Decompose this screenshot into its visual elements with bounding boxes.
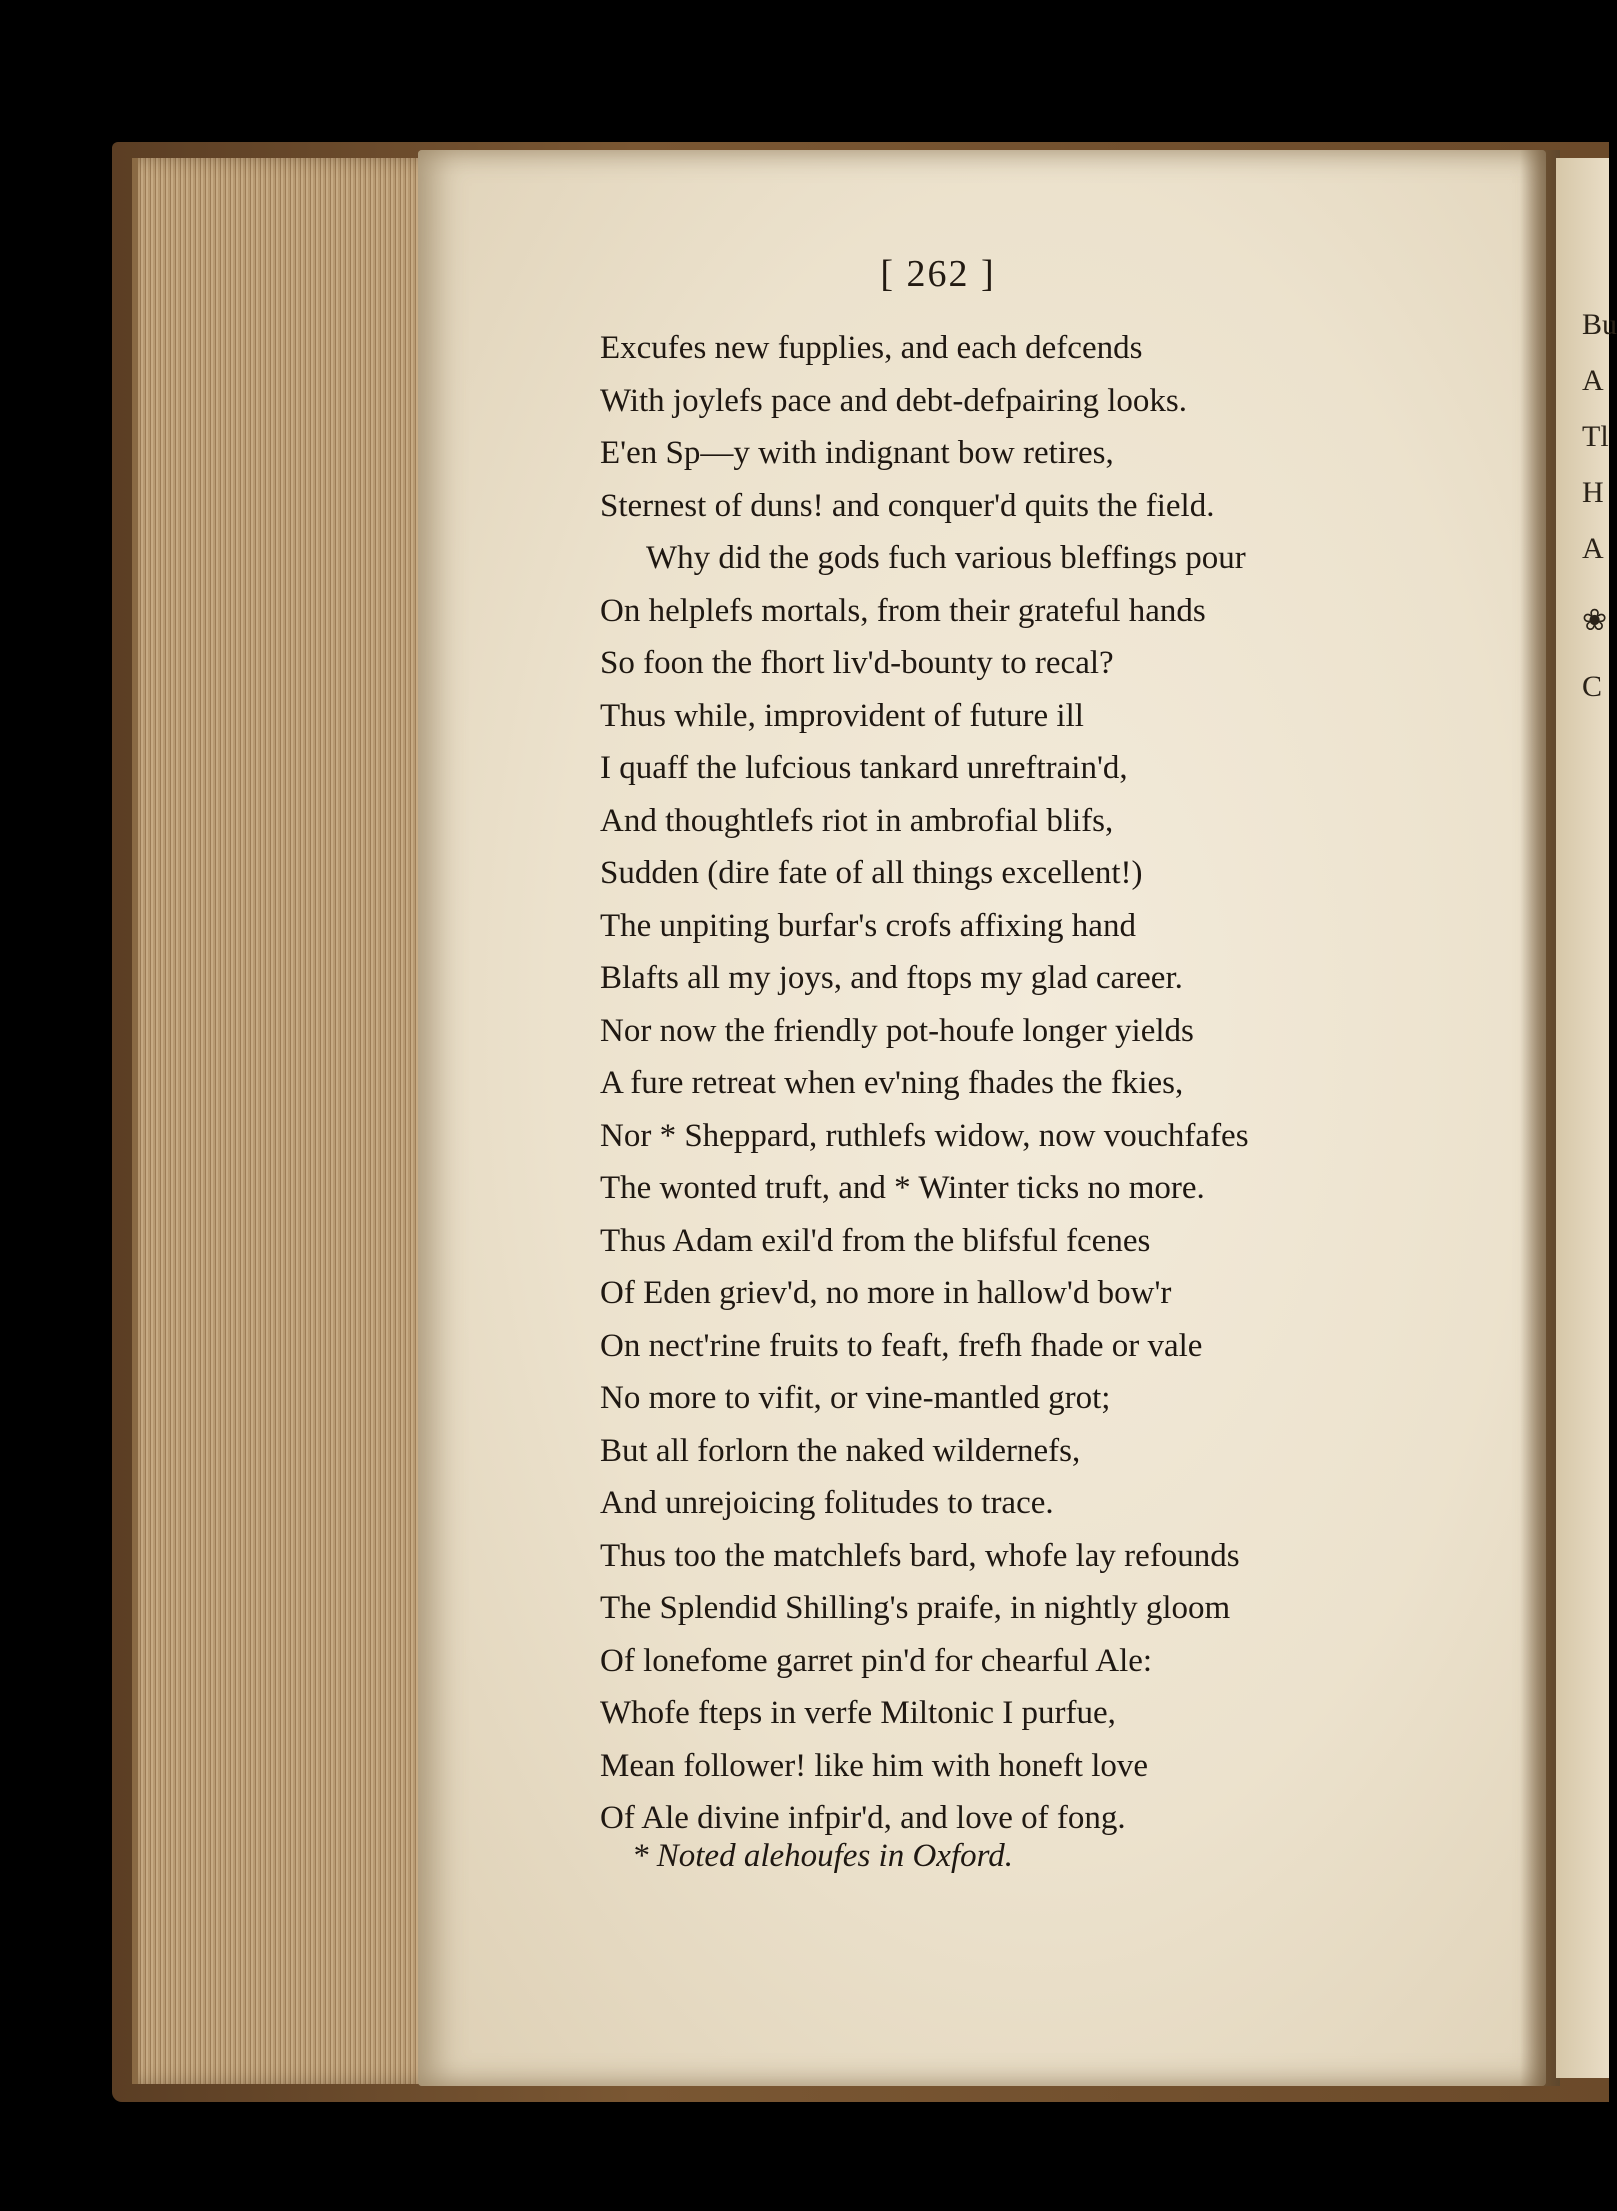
poem-line: Thus too the matchlefs bard, whofe lay refounds [600,1537,1240,1574]
poem-line: The unpiting burfar's crofs affixing hand [600,907,1136,944]
next-page-letter: A [1582,532,1604,565]
poem-line: Blafts all my joys, and ftops my glad career. [600,960,1183,996]
poem-line: E'en Sp—y with indignant bow retires, [600,435,1114,471]
next-page-letter: H [1582,476,1604,509]
poem-line: Sternest of duns! and conquer'd quits the field. [600,487,1215,524]
footnote: * Noted alehoufes in Oxford. [632,1838,1013,1874]
poem-line: A fure retreat when ev'ning fhades the fkies, [600,1065,1184,1101]
next-page-letter: Bu [1582,308,1617,341]
page-number: [ 262 ] [880,253,996,295]
poem-line: Nor now the friendly pot-houfe longer yields [600,1012,1194,1049]
poem-line: Sudden (dire fate of all things excellent!) [600,855,1143,891]
poem-line: Mean follower! like him with honeft love [600,1747,1149,1784]
poem-line: And unrejoicing folitudes to trace. [600,1485,1054,1521]
next-page-letter: Tl [1582,420,1609,453]
poem-line: No more to vifit, or vine-mantled grot; [600,1380,1111,1416]
poem-line: Of Ale divine infpir'd, and love of fong. [600,1800,1126,1836]
poem-line: Nor * Sheppard, ruthlefs widow, now vouchfafes [600,1117,1249,1154]
poem-line: On helplefs mortals, from their grateful hands [600,592,1206,629]
poem-line: Whofe fteps in verfe Miltonic I purfue, [600,1695,1116,1731]
poem-line: Of lonefome garret pin'd for chearful Ale: [600,1642,1153,1679]
poem-line: The Splendid Shilling's praife, in nightly gloom [600,1590,1231,1626]
page-gutter [1520,150,1560,2086]
poem-line: The wonted truft, and * Winter ticks no more. [600,1170,1205,1206]
poem-line: With joylefs pace and debt-defpairing looks. [600,382,1187,419]
poem-line: But all forlorn the naked wildernefs, [600,1432,1081,1469]
next-page-letter: ❀ [1582,604,1608,637]
next-page-letter: C [1582,670,1603,703]
poem-line: Of Eden griev'd, no more in hallow'd bow'r [600,1275,1172,1311]
poem-line: Excufes new fupplies, and each defcends [600,330,1143,366]
poem-line: Thus Adam exil'd from the blifsful fcenes [600,1222,1151,1259]
poem-line: On nect'rine fruits to feaft, frefh fhade or vale [600,1327,1203,1364]
poem-line: So foon the fhort liv'd-bounty to recal? [600,645,1114,681]
poem-line: Thus while, improvident of future ill [600,697,1084,734]
poem-line: And thoughtlefs riot in ambrofial blifs, [600,802,1114,839]
poem-line: I quaff the lufcious tankard unreftrain'd, [600,750,1128,786]
next-page-letter: A [1582,364,1604,397]
poem-text [600,322,1400,1845]
poem-line: Why did the gods fuch various bleffings pour [646,540,1246,576]
page-edges [132,158,450,2084]
